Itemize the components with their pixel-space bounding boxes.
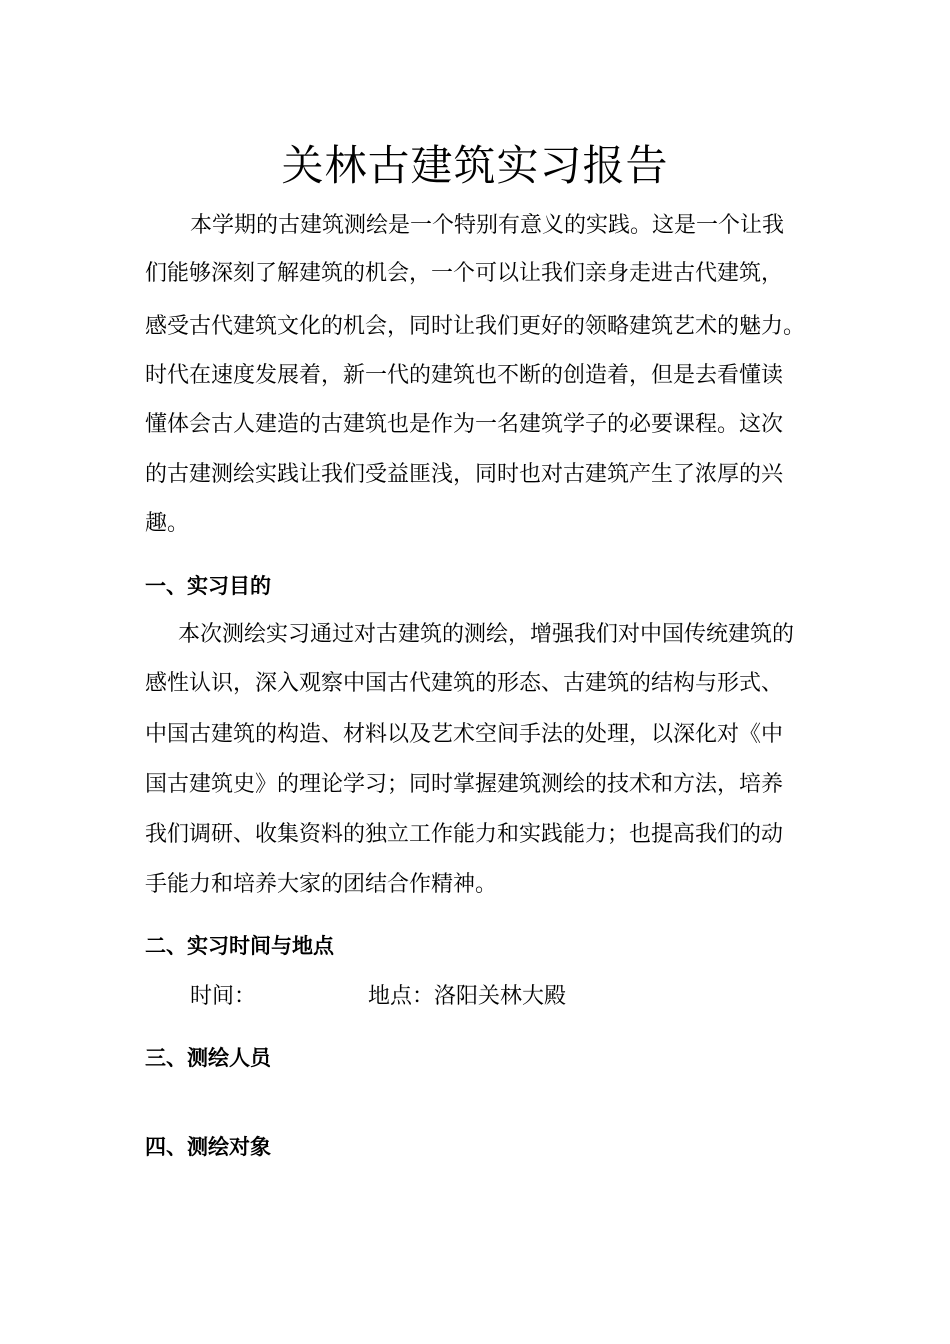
intro-line: 感受古代建筑文化的机会，同时让我们更好的领略建筑艺术的魅力。 bbox=[145, 314, 806, 339]
location-label: 地点：洛阳关林大殿 bbox=[368, 984, 567, 1009]
intro-line: 本学期的古建筑测绘是一个特别有意义的实践。这是一个让我 bbox=[190, 213, 785, 238]
intro-line: 的古建测绘实践让我们受益匪浅，同时也对古建筑产生了浓厚的兴 bbox=[145, 462, 784, 487]
intro-line: 们能够深刻了解建筑的机会，一个可以让我们亲身走进古代建筑， bbox=[145, 261, 784, 286]
purpose-line: 手能力和培养大家的团结合作精神。 bbox=[145, 872, 498, 897]
purpose-line: 中国古建筑的构造、材料以及艺术空间手法的处理，以深化对《中 bbox=[145, 722, 784, 747]
purpose-line: 国古建筑史》的理论学习；同时掌握建筑测绘的技术和方法，培养 bbox=[145, 772, 784, 797]
purpose-line: 我们调研、收集资料的独立工作能力和实践能力；也提高我们的动 bbox=[145, 822, 784, 847]
time-label: 时间： bbox=[190, 984, 257, 1009]
intro-line: 懂体会古人建造的古建筑也是作为一名建筑学子的必要课程。这次 bbox=[145, 412, 784, 437]
section-heading-survey-object: 四、测绘对象 bbox=[145, 1135, 271, 1159]
intro-line: 趣。 bbox=[145, 511, 190, 536]
section-heading-time-location: 二、实习时间与地点 bbox=[145, 934, 334, 958]
document-title: 关林古建筑实习报告 bbox=[281, 141, 669, 190]
purpose-line: 本次测绘实习通过对古建筑的测绘，增强我们对中国传统建筑的 bbox=[178, 622, 795, 647]
purpose-line: 感性认识，深入观察中国古代建筑的形态、古建筑的结构与形式、 bbox=[145, 671, 784, 696]
section-heading-personnel: 三、测绘人员 bbox=[145, 1046, 271, 1070]
section-heading-purpose: 一、实习目的 bbox=[145, 574, 271, 598]
intro-line: 时代在速度发展着，新一代的建筑也不断的创造着，但是去看懂读 bbox=[145, 363, 784, 388]
